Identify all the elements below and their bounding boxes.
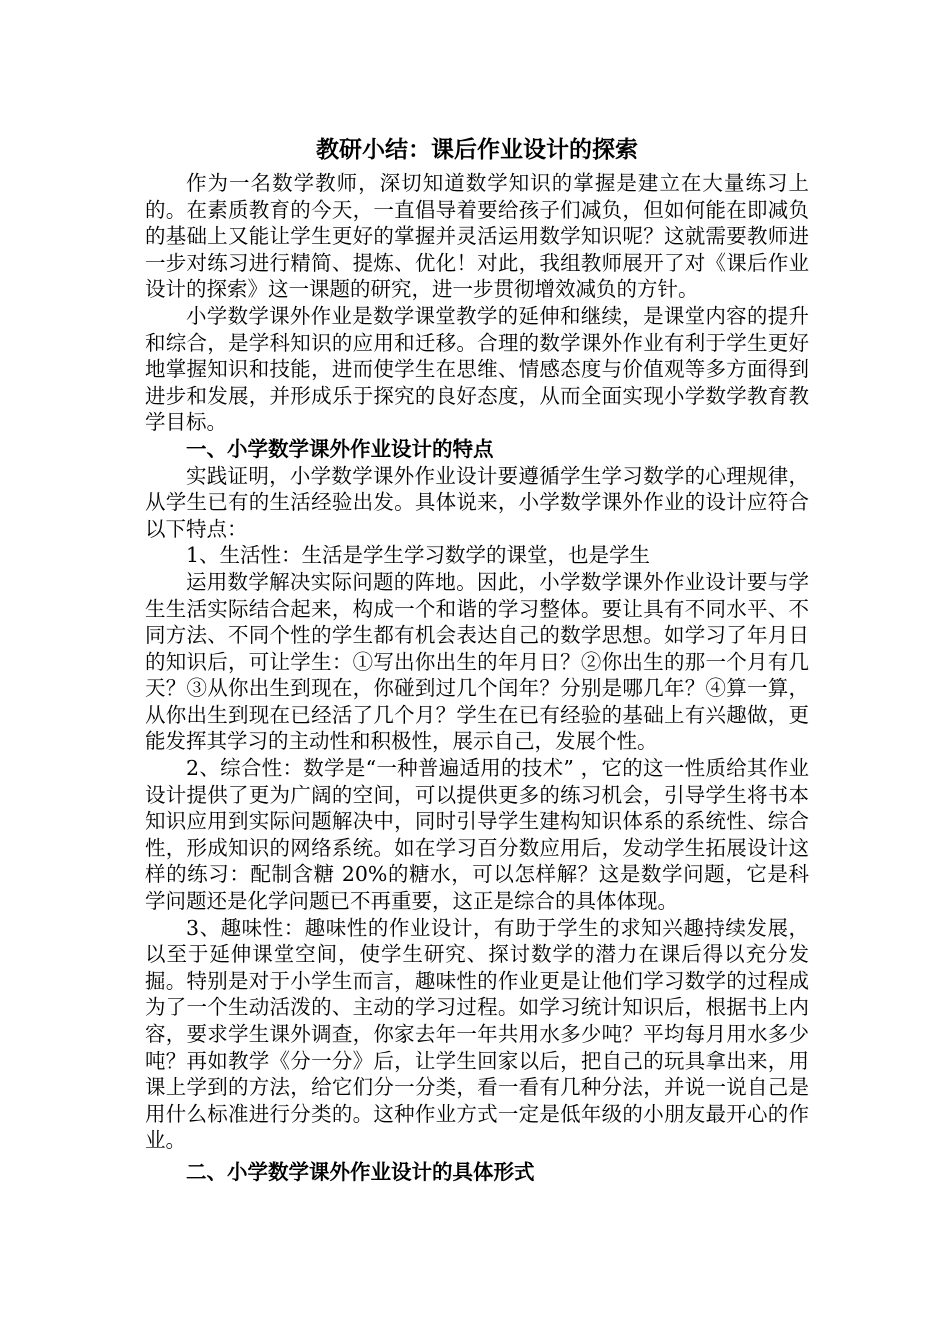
document-title: 教研小结：课后作业设计的探索 <box>316 136 638 163</box>
section-1-heading: 一、小学数学课外作业设计的特点 <box>186 436 494 461</box>
intro-paragraph-1: 作为一名数学教师，深切知道数学知识的掌握是建立在大量练习上的。在素质教育的今天，一直倡导着要给孩子们减负，但如何能在即减负的基础上又能让学生更好的掌握并灵活运用数学知识呢？这就需要教师进一步对练习进行精简、提炼、优化！对此，我组教师展开了对《课后作业设计的探索》这一课题的研究，进一步贯彻增效减负的方针。 <box>145 171 809 302</box>
section-2-heading: 二、小学数学课外作业设计的具体形式 <box>186 1159 535 1184</box>
point-3-paragraph: 3、趣味性：趣味性的作业设计，有助于学生的求知兴趣持续发展，以至于延伸课堂空间，使学生研究、探讨数学的潜力在课后得以充分发掘。特别是对于小学生而言，趣味性的作业更是让他们学习数学的过程成为了一个生动活泼的、主动的学习过程。如学习统计知识后，根据书上内容，要求学生课外调查，你家去年一年共用水多少吨？平均每月用水多少吨？再如教学《分一分》后，让学生回家以后，把自己的玩具拿出来，用课上学到的方法，给它们分一分类，看一看有几种分法，并说一说自己是用什么标准进行分类的。这种作业方式一定是低年级的小朋友最开心的作业。 <box>145 915 809 1153</box>
section-1-intro: 实践证明，小学数学课外作业设计要遵循学生学习数学的心理规律，从学生已有的生活经验出发。具体说来，小学数学课外作业的设计应符合以下特点： <box>145 463 809 541</box>
intro-paragraph-2: 小学数学课外作业是数学课堂教学的延伸和继续，是课堂内容的提升和综合，是学科知识的应用和迁移。合理的数学课外作业有利于学生更好地掌握知识和技能，进而使学生在思维、情感态度与价值观等多方面得到进步和发展，并形成乐于探究的良好态度，从而全面实现小学数学教育教学目标。 <box>145 303 809 435</box>
point-1-title: 1、生活性：生活是学生学习数学的课堂，也是学生 <box>186 543 651 568</box>
document-page <box>145 130 809 1186</box>
point-2-paragraph: 2、综合性：数学是“一种普遍适用的技术” ，它的这一性质给其作业设计提供了更为广阔的空间，可以提供更多的练习机会，引导学生将书本知识应用到实际问题解决中，同时引导学生建构知识体系的系统性、综合性，形成知识的网络系统。如在学习百分数应用后，发动学生拓展设计这样的练习：配制含糖 20%的糖水，可以怎样解？这是数学问题，它是科学问题还是化学问题已不再重要，这正是综合的具体体现。 <box>145 756 809 914</box>
point-1-body: 运用数学解决实际问题的阵地。因此，小学数学课外作业设计要与学生生活实际结合起来，构成一个和谐的学习整体。要让具有不同水平、不同方法、不同个性的学生都有机会表达自己的数学思想。如学习了年月日的知识后，可让学生：①写出你出生的年月日？②你出生的那一个月有几天？③从你出生到现在，你碰到过几个闰年？分别是哪几年？④算一算，从你出生到现在已经活了几个月？学生在已有经验的基础上有兴趣做，更能发挥其学习的主动性和积极性，展示自己，发展个性。 <box>145 569 809 754</box>
